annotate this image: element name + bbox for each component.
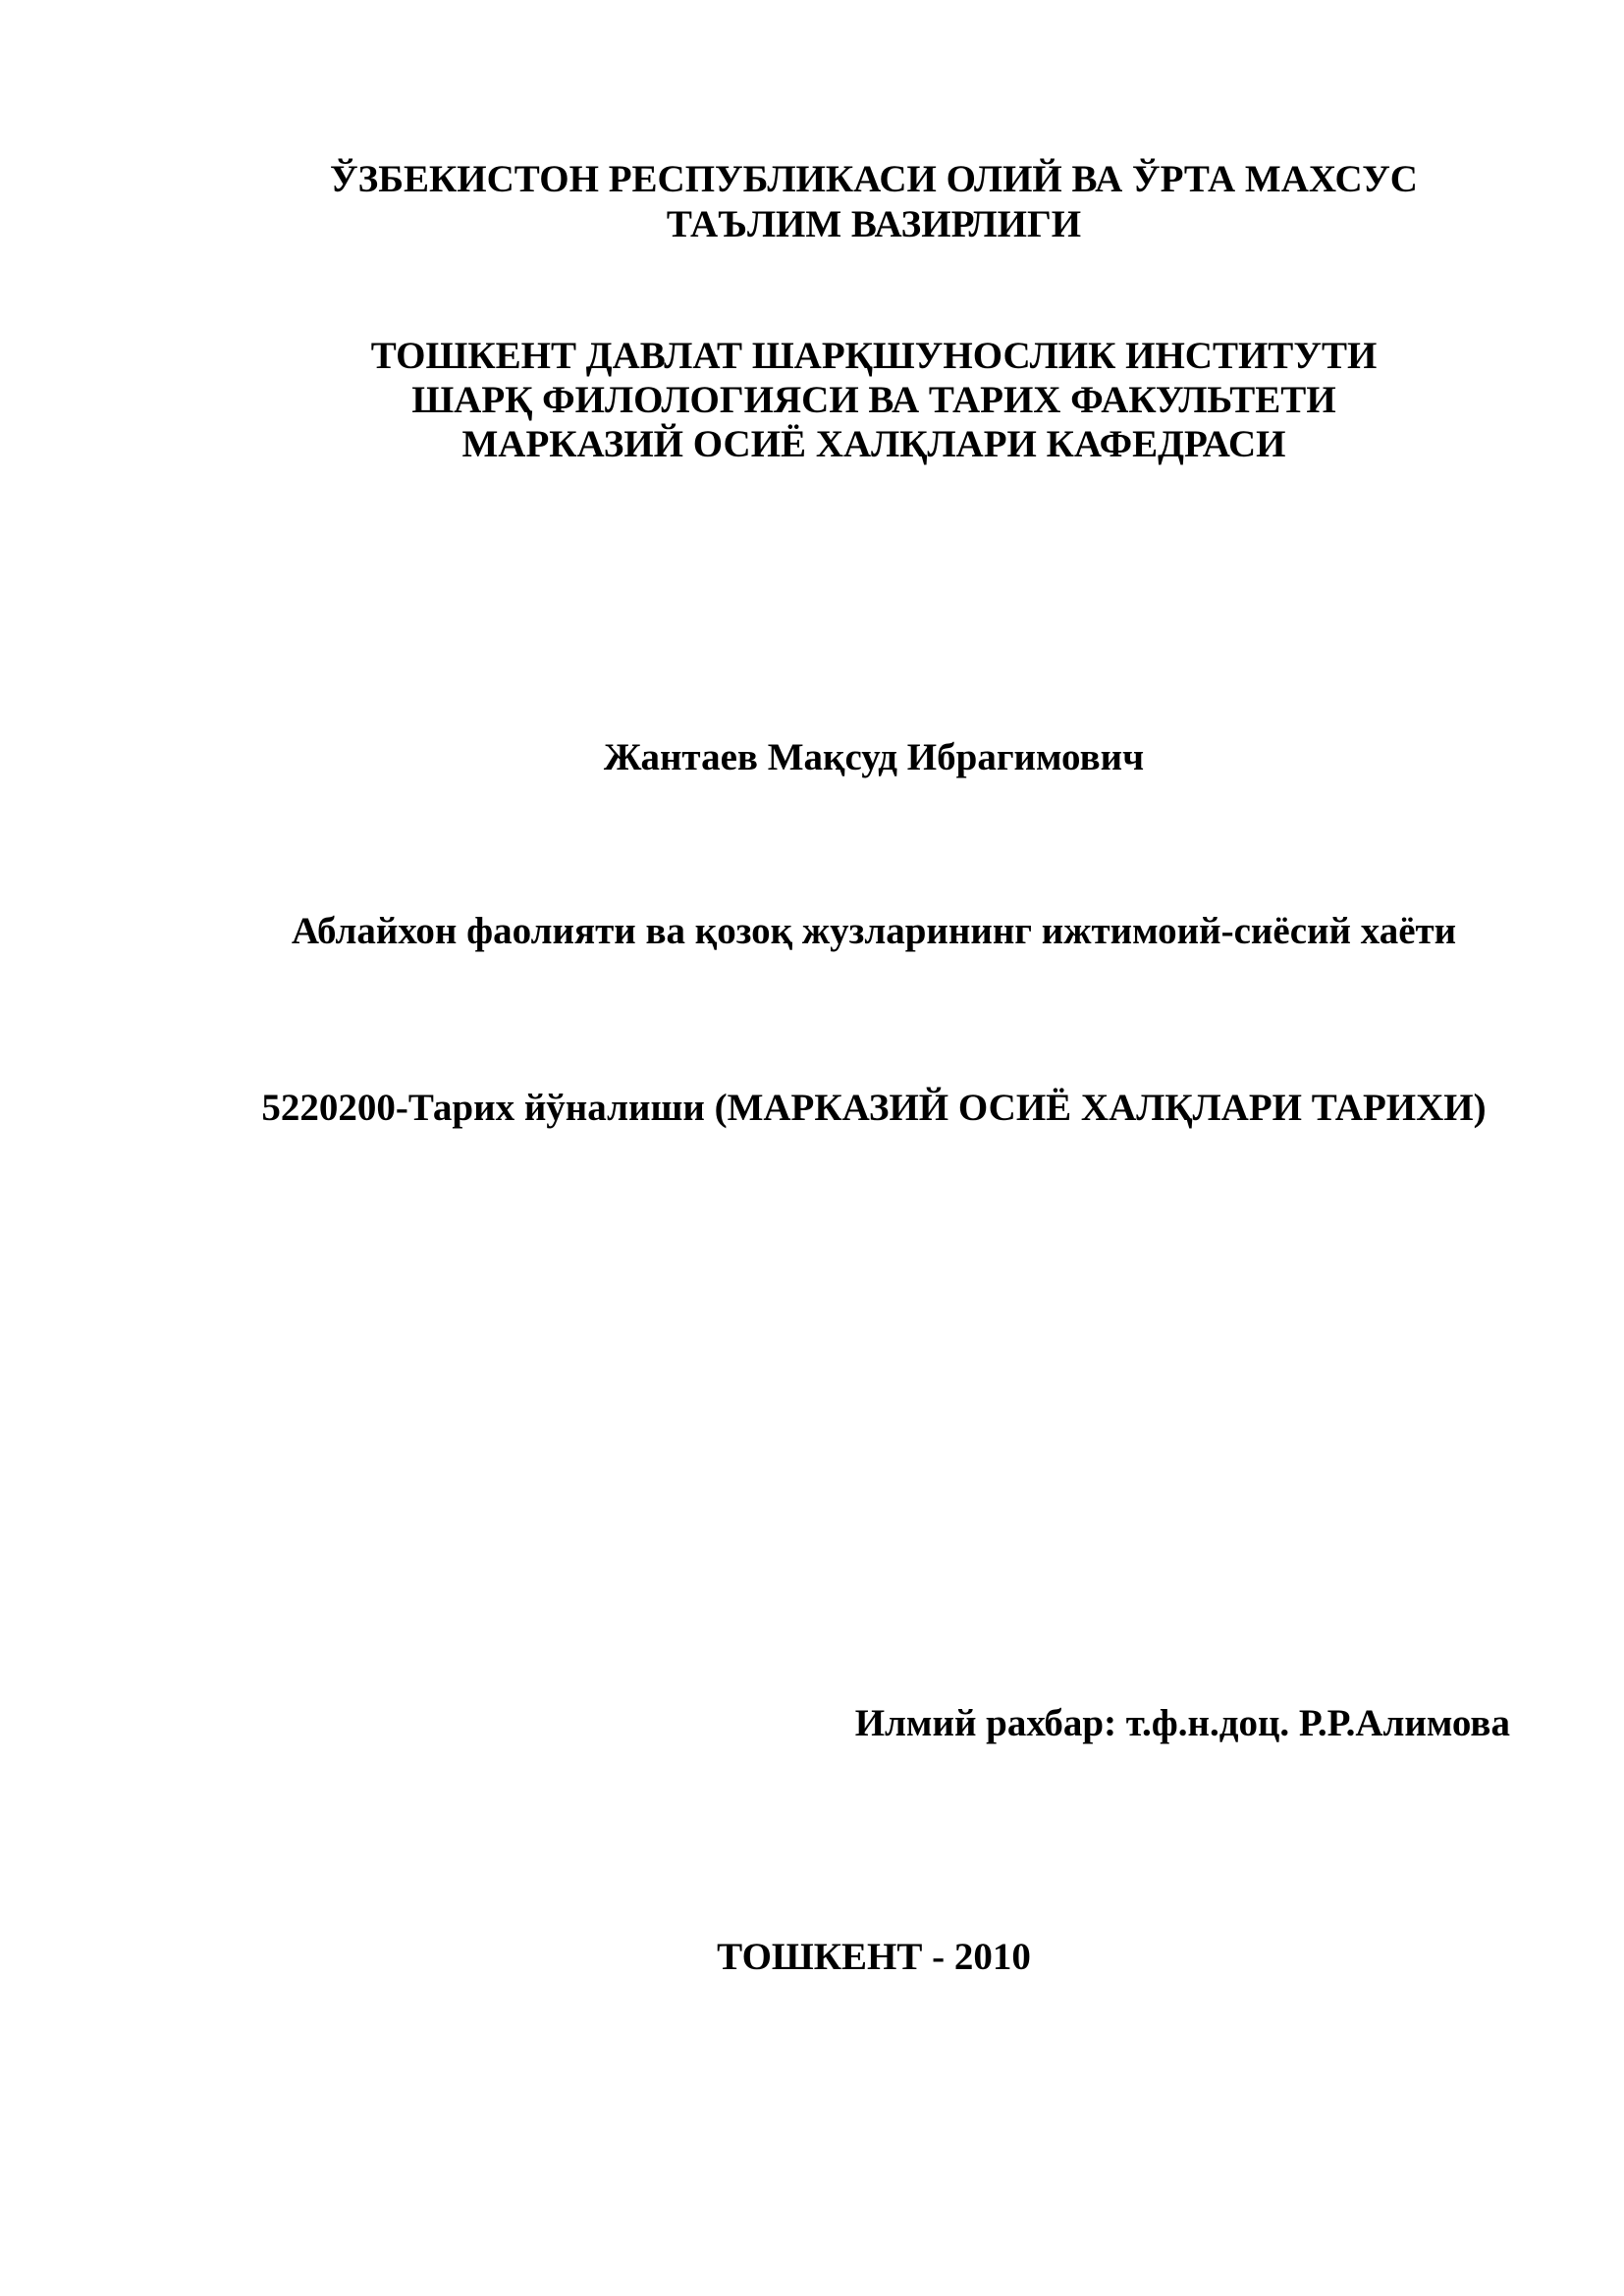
thesis-title: Аблайхон фаолияти ва қозоқ жузларининг ижтимоий-сиёсий хаёти xyxy=(291,910,1457,952)
city-year: ТОШКЕНТ - 2010 xyxy=(717,1936,1031,1978)
author-name: Жантаев Мақсуд Ибрагимович xyxy=(603,736,1145,778)
department-name: МАРКАЗИЙ ОСИЁ ХАЛҚЛАРИ КАФЕДРАСИ xyxy=(461,423,1286,465)
supervisor: Илмий рахбар: т.ф.н.доц. Р.Р.Алимова xyxy=(854,1702,1510,1744)
institute-name: ТОШКЕНТ ДАВЛАТ ШАРҚШУНОСЛИК ИНСТИТУТИ xyxy=(370,335,1378,377)
ministry-line-2: ТАЪЛИМ ВАЗИРЛИГИ xyxy=(666,203,1082,245)
ministry-line-1: ЎЗБЕКИСТОН РЕСПУБЛИКАСИ ОЛИЙ ВА ЎРТА МАХСУС xyxy=(330,158,1418,200)
faculty-name: ШАРҚ ФИЛОЛОГИЯСИ ВА ТАРИХ ФАКУЛЬТЕТИ xyxy=(411,379,1336,421)
specialty: 5220200-Тарих йўналиши (МАРКАЗИЙ ОСИЁ ХАЛҚЛАРИ ТАРИХИ) xyxy=(261,1087,1487,1129)
